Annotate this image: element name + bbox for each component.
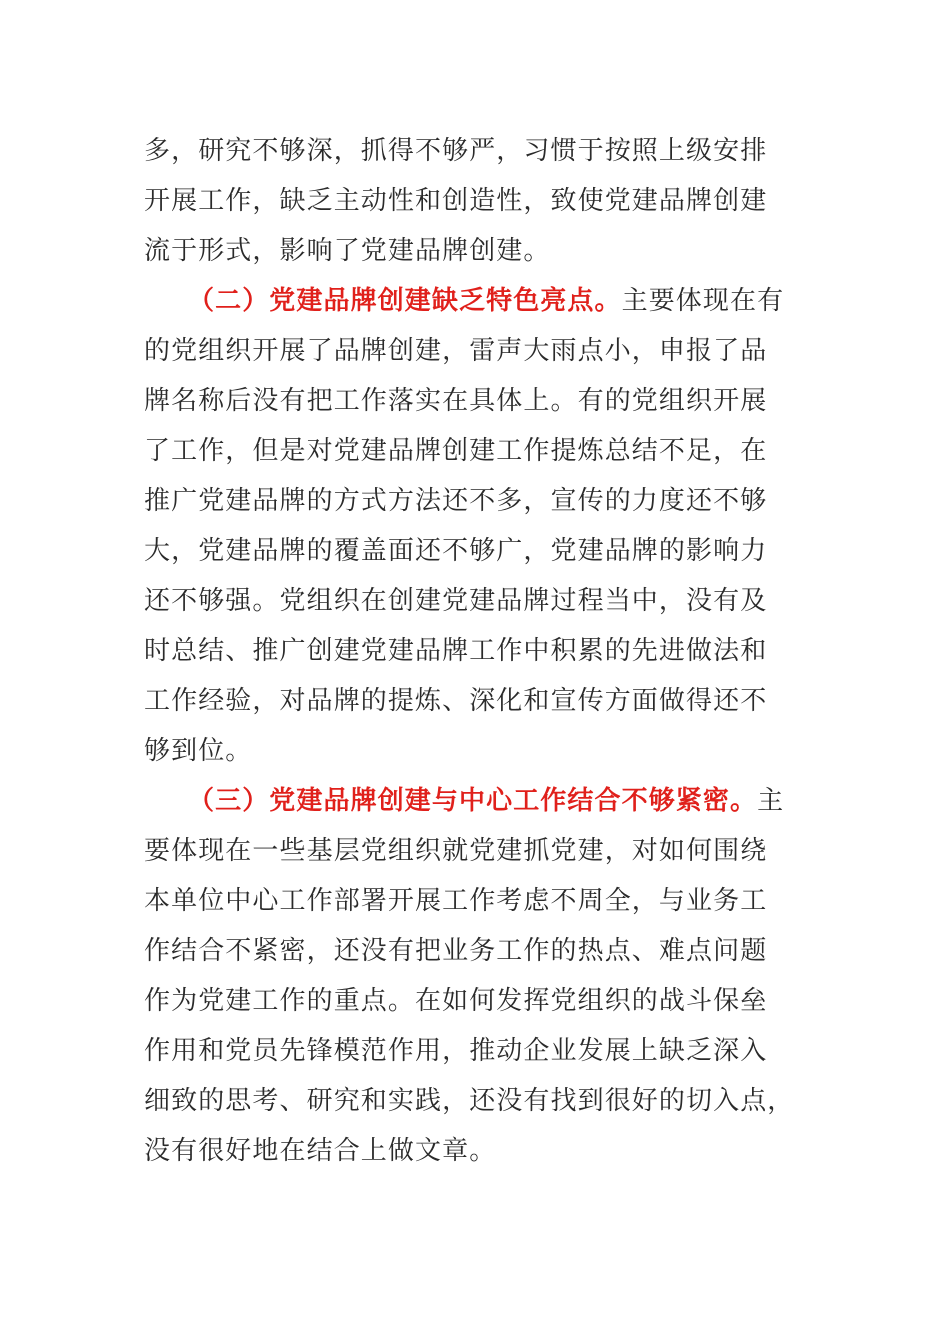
paragraph-first-line xyxy=(144,776,812,826)
text-line: 本单位中心工作部署开展工作考虑不周全，与业务工 xyxy=(144,886,768,916)
text-line: 了工作，但是对党建品牌创建工作提炼总结不足，在 xyxy=(144,436,768,466)
text-line: 作用和党员先锋模范作用，推动企业发展上缺乏深入 xyxy=(144,1036,768,1066)
paragraph-section-2 xyxy=(144,276,812,776)
text-line: 开展工作，缺乏主动性和创造性，致使党建品牌创建 xyxy=(144,186,768,216)
section-heading-2: （二）党建品牌创建缺乏特色亮点。 xyxy=(188,286,622,316)
text-line: 作结合不紧密，还没有把业务工作的热点、难点问题 xyxy=(144,936,768,966)
text-line: 细致的思考、研究和实践，还没有找到很好的切入点， xyxy=(144,1086,795,1116)
text-line: 多，研究不够深，抓得不够严，习惯于按照上级安排 xyxy=(144,136,768,166)
text-line: 时总结、推广创建党建品牌工作中积累的先进做法和 xyxy=(144,636,768,666)
text-line: 还不够强。党组织在创建党建品牌过程当中，没有及 xyxy=(144,586,768,616)
section-heading-3: （三）党建品牌创建与中心工作结合不够紧密。 xyxy=(188,786,758,816)
text-line: 推广党建品牌的方式方法还不多，宣传的力度还不够 xyxy=(144,486,768,516)
text-line: 牌名称后没有把工作落实在具体上。有的党组织开展 xyxy=(144,386,768,416)
document-body xyxy=(144,126,812,1176)
paragraph-section-3 xyxy=(144,776,812,1176)
text-line: 要体现在一些基层党组织就党建抓党建，对如何围绕 xyxy=(144,836,768,866)
heading-trailing-text: 主 xyxy=(757,786,785,816)
paragraph-continuation xyxy=(144,126,812,276)
text-line: 没有很好地在结合上做文章。 xyxy=(144,1136,497,1166)
heading-trailing-text: 主要体现在有 xyxy=(621,286,785,316)
text-line: 作为党建工作的重点。在如何发挥党组织的战斗保垒 xyxy=(144,986,768,1016)
paragraph-first-line xyxy=(144,276,812,326)
text-line: 流于形式，影响了党建品牌创建。 xyxy=(144,236,551,266)
text-line: 的党组织开展了品牌创建，雷声大雨点小，申报了品 xyxy=(144,336,768,366)
text-line: 工作经验，对品牌的提炼、深化和宣传方面做得还不 xyxy=(144,686,768,716)
text-line: 够到位。 xyxy=(144,736,253,766)
text-line: 大，党建品牌的覆盖面还不够广，党建品牌的影响力 xyxy=(144,536,768,566)
